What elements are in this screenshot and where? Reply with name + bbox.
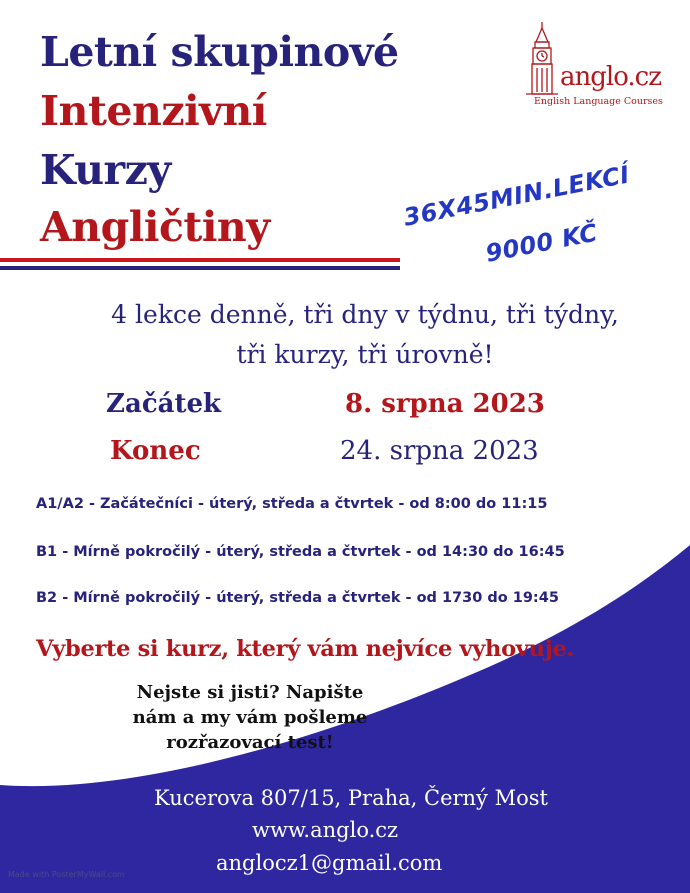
schedule-a1-a2: A1/A2 - Začátečníci - úterý, středa a čtvrtek - od 8:00 do 11:15	[36, 496, 548, 512]
intro-line-2: tři kurzy, tři úrovně!	[236, 340, 494, 369]
title-divider-stripes	[0, 258, 400, 270]
promo-price: 9000 KČ	[483, 218, 600, 268]
clock-tower-icon	[522, 20, 562, 96]
promo-lessons: 36X45MIN.LEKCÍ	[401, 160, 633, 232]
schedule-b1: B1 - Mírně pokročilý - úterý, středa a čtvrtek - od 14:30 do 16:45	[36, 544, 565, 560]
end-label: Konec	[110, 436, 201, 466]
title-line-1: Letní skupinové	[40, 28, 399, 76]
contact-email[interactable]: anglocz1@gmail.com	[216, 851, 443, 875]
divider-red-stripe	[0, 258, 400, 262]
watermark-credit: Made with PosterMyWall.com	[8, 870, 125, 879]
logo-wordmark: anglo.cz	[560, 62, 661, 92]
start-label: Začátek	[106, 389, 222, 419]
intro-line-1: 4 lekce denně, tři dny v týdnu, tři týdny,	[111, 300, 619, 329]
logo-tagline: English Language Courses	[534, 96, 663, 107]
contact-address: Kucerova 807/15, Praha, Černý Most	[154, 786, 548, 810]
question-line-3: rozřazovací test!	[166, 732, 334, 753]
divider-navy-stripe	[0, 266, 400, 270]
start-date: 8. srpna 2023	[345, 389, 545, 419]
call-to-action: Vyberte si kurz, který vám nejvíce vyhovuje.	[36, 636, 575, 662]
title-line-2: Intenzivní	[40, 87, 267, 135]
title-line-3: Kurzy	[40, 146, 171, 194]
contact-website[interactable]: www.anglo.cz	[252, 818, 399, 842]
title-line-4: Angličtiny	[40, 203, 270, 251]
question-line-2: nám a my vám pošleme	[132, 707, 368, 728]
question-line-1: Nejste si jisti? Napište	[136, 682, 364, 703]
anglo-logo	[522, 20, 662, 110]
schedule-b2: B2 - Mírně pokročilý - úterý, středa a čtvrtek - od 1730 do 19:45	[36, 590, 559, 606]
end-date: 24. srpna 2023	[340, 436, 539, 466]
